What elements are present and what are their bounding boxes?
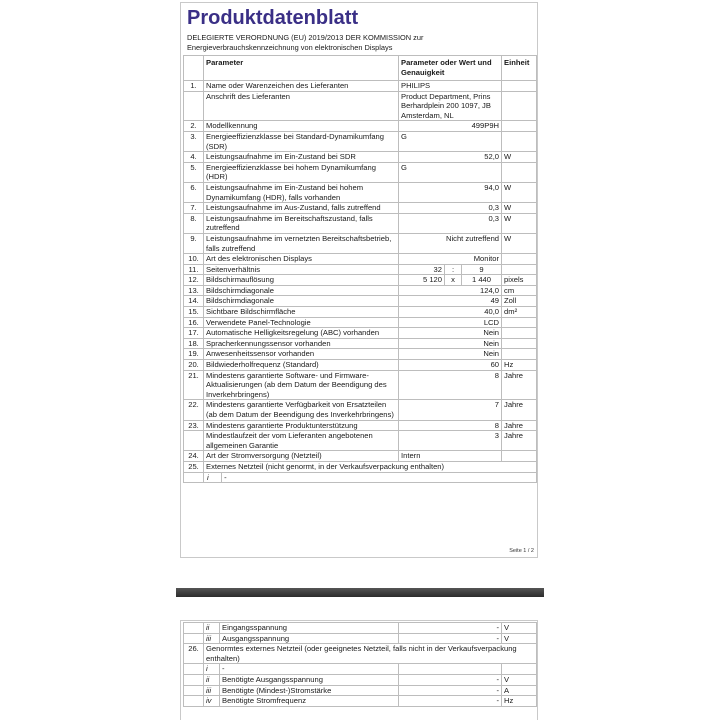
table-row	[184, 696, 537, 707]
resolution-width: 5 120	[399, 275, 445, 286]
table-row	[184, 472, 537, 483]
row-value: Nein	[399, 338, 502, 349]
row-unit: pixels	[502, 275, 537, 286]
datasheet-page-1	[180, 2, 538, 558]
row-value: 40,0	[399, 307, 502, 318]
row-number: 12.	[184, 275, 204, 286]
row-parameter: Art der Stromversorgung (Netzteil)	[204, 451, 399, 462]
row-number: 17.	[184, 328, 204, 339]
row-number	[184, 91, 204, 121]
sub-row-cell	[204, 472, 537, 483]
table-row	[184, 81, 537, 92]
datasheet-page-2	[180, 620, 538, 720]
row-unit	[502, 121, 537, 132]
row-unit	[502, 162, 537, 182]
row-parameter: Eingangsspannung	[220, 623, 399, 634]
page-divider	[176, 588, 544, 597]
row-unit	[502, 451, 537, 462]
row-unit: Hz	[502, 696, 537, 707]
row-unit: Zoll	[502, 296, 537, 307]
row-number: 13.	[184, 285, 204, 296]
row-unit	[502, 131, 537, 151]
row-parameter: Mindestens garantierte Verfügbarkeit von Ersatzteilen (ab dem Datum der Beendigung des Inverkehrbringens)	[204, 400, 399, 420]
header-parameter: Parameter	[204, 56, 399, 81]
aspect-ratio-height: 9	[462, 264, 502, 275]
row-parameter: Energieeffizienzklasse bei hohem Dynamikumfang (HDR)	[204, 162, 399, 182]
sub-index: iv	[204, 696, 220, 707]
row-unit	[502, 328, 537, 339]
row-number: 7.	[184, 203, 204, 214]
table-row	[184, 317, 537, 328]
table-row	[184, 264, 537, 275]
table-row	[184, 451, 537, 462]
row-parameter: Leistungsaufnahme im Ein-Zustand bei SDR	[204, 152, 399, 163]
row-parameter: Seitenverhältnis	[204, 264, 399, 275]
row-parameter: Spracherkennungssensor vorhanden	[204, 338, 399, 349]
row-value: Product Department, Prins Berhardplein 200 1097, JB Amsterdam, NL	[399, 91, 502, 121]
row-number: 1.	[184, 81, 204, 92]
row-parameter: Sichtbare Bildschirmfläche	[204, 307, 399, 318]
row-value: 7	[399, 400, 502, 420]
table-row	[184, 275, 537, 286]
row-unit: W	[502, 203, 537, 214]
row-value: 60	[399, 360, 502, 371]
table-row	[184, 644, 537, 664]
table-row	[184, 233, 537, 253]
table-row	[184, 285, 537, 296]
row-number: 18.	[184, 338, 204, 349]
table-row	[184, 349, 537, 360]
page-title: Produktdatenblatt	[187, 7, 359, 29]
row-unit	[502, 254, 537, 265]
row-value: LCD	[399, 317, 502, 328]
resolution-separator: x	[445, 275, 462, 286]
table-row	[184, 121, 537, 132]
row-unit: dm²	[502, 307, 537, 318]
row-value: Monitor	[399, 254, 502, 265]
row-parameter: Ausgangsspannung	[220, 633, 399, 644]
sub-index: i	[206, 473, 222, 483]
sub-index: ii	[204, 623, 220, 634]
row-number	[184, 664, 204, 675]
row-parameter: Leistungsaufnahme im Bereitschaftszustand, falls zutreffend	[204, 213, 399, 233]
row-value: PHILIPS	[399, 81, 502, 92]
row-parameter: Mindestlaufzeit der vom Lieferanten angebotenen allgemeinen Garantie	[204, 431, 399, 451]
row-parameter: -	[220, 664, 399, 675]
row-number: 16.	[184, 317, 204, 328]
page-number: Seite 1 / 2	[509, 548, 534, 554]
row-number: 10.	[184, 254, 204, 265]
table-header-row	[184, 56, 537, 81]
table-row	[184, 91, 537, 121]
table-row	[184, 338, 537, 349]
row-unit: W	[502, 152, 537, 163]
header-value: Parameter oder Wert und Genauigkeit	[399, 56, 502, 81]
row-unit: Hz	[502, 360, 537, 371]
row-value: 499P9H	[399, 121, 502, 132]
row-number	[184, 674, 204, 685]
row-parameter: Anwesenheitssensor vorhanden	[204, 349, 399, 360]
row-number	[184, 623, 204, 634]
row-value: 124,0	[399, 285, 502, 296]
row-parameter: Mindestens garantierte Produktunterstützung	[204, 420, 399, 431]
row-value: 94,0	[399, 182, 502, 202]
row-parameter: Modellkennung	[204, 121, 399, 132]
table-row	[184, 623, 537, 634]
row-number: 3.	[184, 131, 204, 151]
row-value: 49	[399, 296, 502, 307]
row-value: Intern	[399, 451, 502, 462]
row-unit	[502, 264, 537, 275]
row-parameter: Leistungsaufnahme im Aus-Zustand, falls zutreffend	[204, 203, 399, 214]
row-number: 23.	[184, 420, 204, 431]
row-value: 3	[399, 431, 502, 451]
row-parameter: Anschrift des Lieferanten	[204, 91, 399, 121]
row-unit: A	[502, 685, 537, 696]
row-value: -	[399, 623, 502, 634]
row-number: 25.	[184, 461, 204, 472]
row-value: -	[399, 696, 502, 707]
row-parameter: Automatische Helligkeitsregelung (ABC) vorhanden	[204, 328, 399, 339]
table-row	[184, 685, 537, 696]
datasheet-table-page-2	[183, 622, 537, 707]
row-parameter: Art des elektronischen Displays	[204, 254, 399, 265]
row-value: Nicht zutreffend	[399, 233, 502, 253]
row-parameter: Genormtes externes Netzteil (oder geeignetes Netzteil, falls nicht in der Verkaufsverpackung enthalten)	[204, 644, 537, 664]
resolution-height: 1 440	[462, 275, 502, 286]
row-unit	[502, 81, 537, 92]
table-row	[184, 213, 537, 233]
row-parameter: Benötigte Ausgangsspannung	[220, 674, 399, 685]
row-parameter: Bildschirmdiagonale	[204, 296, 399, 307]
row-unit	[502, 664, 537, 675]
row-unit: V	[502, 674, 537, 685]
table-row	[184, 254, 537, 265]
row-value	[399, 664, 502, 675]
row-unit: W	[502, 213, 537, 233]
table-row	[184, 296, 537, 307]
row-number: 21.	[184, 370, 204, 400]
row-number	[184, 696, 204, 707]
sub-value: -	[224, 472, 227, 482]
row-number	[184, 633, 204, 644]
row-unit: V	[502, 633, 537, 644]
row-unit: Jahre	[502, 370, 537, 400]
row-unit	[502, 338, 537, 349]
sub-index: ii	[204, 674, 220, 685]
row-number: 15.	[184, 307, 204, 318]
row-value: -	[399, 685, 502, 696]
row-unit: Jahre	[502, 400, 537, 420]
datasheet-table	[183, 55, 537, 483]
row-number	[184, 431, 204, 451]
table-row	[184, 131, 537, 151]
row-number: 24.	[184, 451, 204, 462]
row-value: 8	[399, 370, 502, 400]
row-value: Nein	[399, 328, 502, 339]
row-unit: Jahre	[502, 420, 537, 431]
row-value: 52,0	[399, 152, 502, 163]
row-unit	[502, 317, 537, 328]
row-parameter: Leistungsaufnahme im Ein-Zustand bei hohem Dynamikumfang (HDR), falls vorhanden	[204, 182, 399, 202]
table-row	[184, 664, 537, 675]
row-number	[184, 685, 204, 696]
row-parameter: Verwendete Panel-Technologie	[204, 317, 399, 328]
header-unit: Einheit	[502, 56, 537, 81]
row-number: 8.	[184, 213, 204, 233]
header-num	[184, 56, 204, 81]
table-row	[184, 370, 537, 400]
row-parameter: Name oder Warenzeichen des Lieferanten	[204, 81, 399, 92]
row-value: 0,3	[399, 213, 502, 233]
table-row	[184, 162, 537, 182]
row-parameter: Leistungsaufnahme im vernetzten Bereitschaftsbetrieb, falls zutreffend	[204, 233, 399, 253]
table-row	[184, 152, 537, 163]
sub-index: i	[204, 664, 220, 675]
row-number: 2.	[184, 121, 204, 132]
row-number: 14.	[184, 296, 204, 307]
row-unit: V	[502, 623, 537, 634]
row-number	[184, 472, 204, 483]
row-parameter: Benötigte Stromfrequenz	[220, 696, 399, 707]
row-value: 0,3	[399, 203, 502, 214]
row-unit: Jahre	[502, 431, 537, 451]
regulation-subtitle: DELEGIERTE VERORDNUNG (EU) 2019/2013 DER KOMMISSION zur Energieverbrauchskennzeichnung von elektronischen Displays	[187, 33, 424, 52]
row-parameter: Mindestens garantierte Software- und Firmware-Aktualisierungen (ab dem Datum der Beendigung des Inverkehrbringens)	[204, 370, 399, 400]
row-value: -	[399, 674, 502, 685]
row-unit	[502, 91, 537, 121]
row-parameter: Externes Netzteil (nicht genormt, in der Verkaufsverpackung enthalten)	[204, 461, 537, 472]
row-value: G	[399, 162, 502, 182]
row-number: 20.	[184, 360, 204, 371]
row-parameter: Bildschirmdiagonale	[204, 285, 399, 296]
table-row	[184, 328, 537, 339]
row-number: 26.	[184, 644, 204, 664]
row-parameter: Bildwiederholfrequenz (Standard)	[204, 360, 399, 371]
row-parameter: Energieeffizienzklasse bei Standard-Dynamikumfang (SDR)	[204, 131, 399, 151]
row-value: 8	[399, 420, 502, 431]
table-row	[184, 307, 537, 318]
table-row	[184, 633, 537, 644]
row-value: G	[399, 131, 502, 151]
row-number: 5.	[184, 162, 204, 182]
aspect-ratio-separator: :	[445, 264, 462, 275]
row-parameter: Benötigte (Mindest-)Stromstärke	[220, 685, 399, 696]
row-number: 4.	[184, 152, 204, 163]
row-number: 11.	[184, 264, 204, 275]
table-row	[184, 461, 537, 472]
row-number: 19.	[184, 349, 204, 360]
table-row	[184, 674, 537, 685]
sub-index: iii	[204, 685, 220, 696]
table-row	[184, 182, 537, 202]
aspect-ratio-width: 32	[399, 264, 445, 275]
table-row	[184, 431, 537, 451]
table-row	[184, 360, 537, 371]
table-row	[184, 400, 537, 420]
row-unit: W	[502, 182, 537, 202]
sub-index: iii	[204, 633, 220, 644]
row-unit: W	[502, 233, 537, 253]
row-parameter: Bildschirmauflösung	[204, 275, 399, 286]
row-value: -	[399, 633, 502, 644]
table-row	[184, 203, 537, 214]
row-unit: cm	[502, 285, 537, 296]
row-unit	[502, 349, 537, 360]
row-number: 6.	[184, 182, 204, 202]
row-number: 22.	[184, 400, 204, 420]
row-number: 9.	[184, 233, 204, 253]
table-row	[184, 420, 537, 431]
row-value: Nein	[399, 349, 502, 360]
